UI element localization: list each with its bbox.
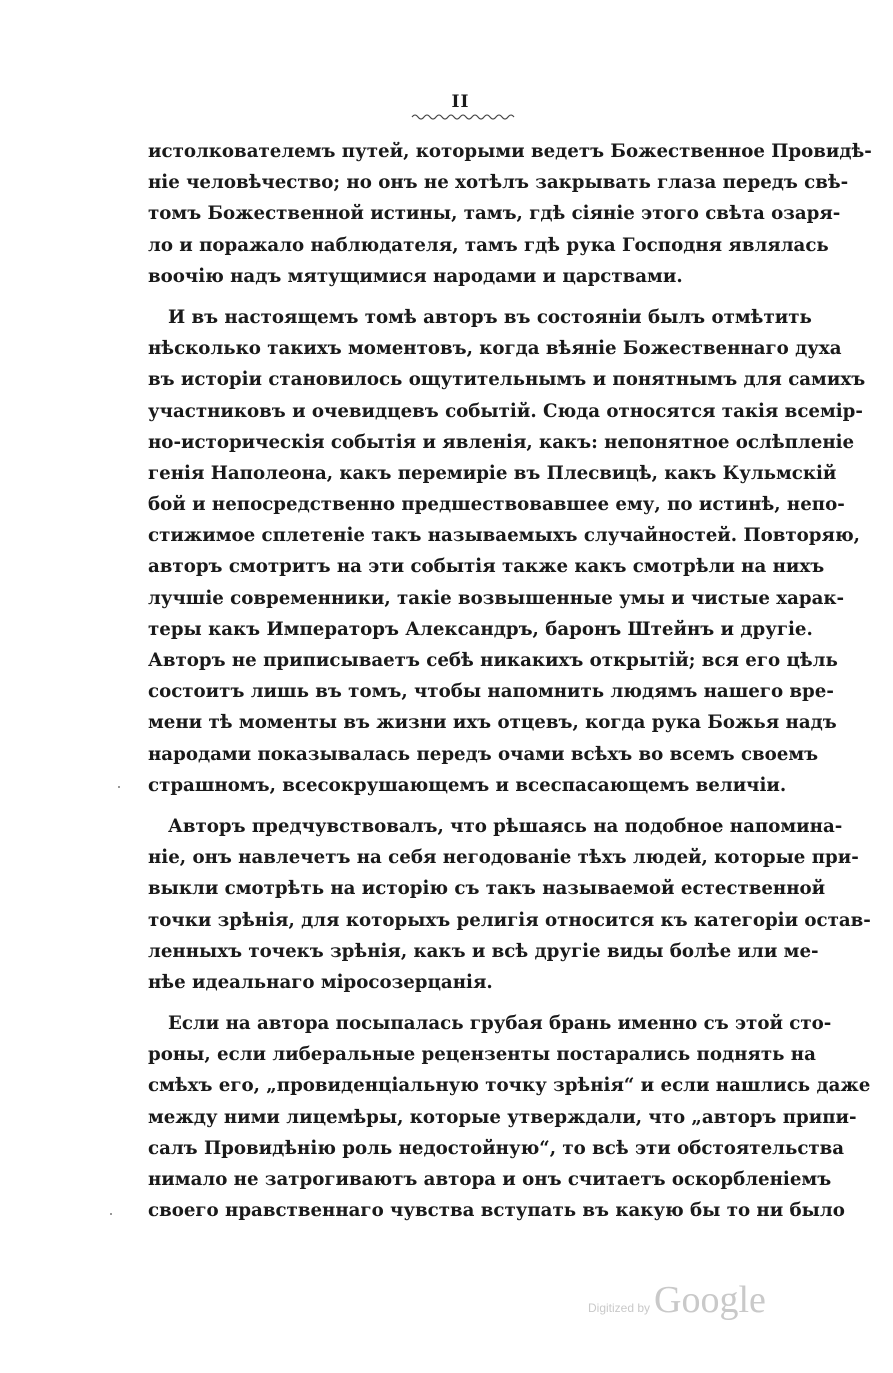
text-line: Авторъ не приписываетъ себѣ никакихъ открытій; вся его цѣль	[148, 650, 838, 671]
text-line: нѣсколько такихъ моментовъ, когда вѣяніе Божественнаго духа	[148, 338, 842, 360]
page-number: II	[451, 92, 470, 112]
text-line: роны, если либеральные рецензенты постарались поднять на	[148, 1044, 816, 1066]
text-line: народами показывалась передъ очами всѣхъ во всемъ своемъ	[148, 743, 819, 765]
text-line: салъ Провидѣнію роль недостойную“, то всѣ эти обстоятельства	[148, 1137, 845, 1159]
scan-speck	[110, 1213, 112, 1215]
text-line: но-историческія событія и явленія, какъ: непонятное ослѣпленіе	[148, 431, 855, 453]
text-line: бой и непосредственно предшествовавшее ему, по истинѣ, непо-	[148, 494, 845, 516]
text-line: И въ настоящемъ томѣ авторъ въ состояніи былъ отмѣтить	[168, 306, 812, 328]
text-line: ніе человѣчество; но онъ не хотѣлъ закрывать глаза передъ свѣ-	[148, 172, 849, 194]
text-line: нѣе идеальнаго міросозерцанія.	[148, 971, 493, 993]
body-text	[148, 136, 872, 1236]
text-line: нимало не затрогиваютъ автора и онъ считаетъ оскорбленіемъ	[148, 1169, 832, 1190]
paragraph-3	[148, 811, 871, 998]
text-line: точки зрѣнія, для которыхъ религія относится къ категоріи остав-	[148, 909, 871, 931]
text-line: состоитъ лишь въ томъ, чтобы напомнить людямъ нашего вре-	[148, 681, 834, 703]
paragraph-1	[148, 136, 872, 292]
text-line: смѣхъ его, „провиденціальную точку зрѣнія“ и если нашлись даже	[148, 1075, 871, 1097]
header-ornament	[410, 112, 520, 122]
text-line: ло и поражало наблюдателя, тамъ гдѣ рука Господня являлась	[148, 234, 829, 256]
text-line: ніе, онъ навлечетъ на себя негодованіе тѣхъ людей, которые при-	[148, 847, 859, 869]
text-line: Авторъ предчувствовалъ, что рѣшаясь на подобное напомина-	[168, 815, 843, 837]
text-line: ленныхъ точекъ зрѣнія, какъ и всѣ другіе виды болѣе или ме-	[148, 940, 819, 962]
text-line: генія Наполеона, какъ перемиріе въ Плесвицѣ, какъ Кульмскій	[148, 462, 837, 484]
text-line: истолкователемъ путей, которыми ведетъ Божественное Провидѣ-	[148, 141, 872, 162]
text-line: лучшіе современники, такіе возвышенные умы и чистые харак-	[148, 587, 845, 609]
text-line: страшномъ, всесокрушающемъ и всеспасающемъ величіи.	[148, 774, 787, 796]
paragraph-2	[148, 302, 866, 801]
text-line: своего нравственнаго чувства вступать въ какую бы то ни было	[148, 1200, 845, 1222]
google-watermark	[588, 1278, 766, 1322]
text-line: Если на автора посыпалась грубая брань именно съ этой сто-	[168, 1013, 832, 1035]
text-line: теры какъ Императоръ Александръ, баронъ Штейнъ и другіе.	[148, 618, 813, 640]
text-line: участниковъ и очевидцевъ событій. Сюда относятся такія всемір-	[148, 400, 863, 422]
text-line: мени тѣ моменты въ жизни ихъ отцевъ, когда рука Божья надъ	[148, 712, 837, 734]
scan-speck	[118, 786, 120, 788]
watermark-prefix: Digitized by	[588, 1301, 651, 1315]
text-line: авторъ смотритъ на эти событія также какъ смотрѣли на нихъ	[148, 556, 825, 578]
watermark-logo: Google	[654, 1279, 766, 1321]
text-line: воочію надъ мятущимися народами и царствами.	[148, 265, 683, 287]
text-line: томъ Божественной истины, тамъ, гдѣ сіяніе этого свѣта озаря-	[148, 203, 841, 225]
text-line: выкли смотрѣть на исторію съ такъ называемой естественной	[148, 878, 826, 900]
text-line: въ исторіи становилось ощутительнымъ и понятнымъ для самихъ	[148, 369, 866, 391]
text-line: стижимое сплетеніе такъ называемыхъ случайностей. Повторяю,	[148, 525, 860, 547]
paragraph-4	[148, 1008, 871, 1226]
text-line: между ними лицемѣры, которые утверждали, что „авторъ припи-	[148, 1106, 857, 1128]
